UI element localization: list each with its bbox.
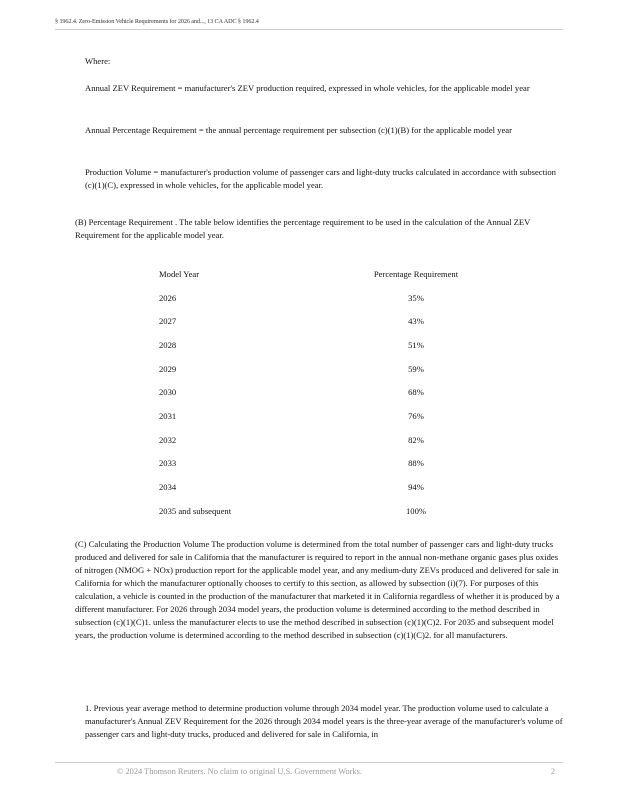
percentage-cell: 43% [408,316,424,327]
column-header-percentage: Percentage Requirement [373,268,459,279]
section-c-paragraph: (C) Calculating the Production Volume The production volume is determined from the total number of passenger cars and light-duty trucks produced and delivered for sale in California that the manufacturer is required to report in the annual non-methane organic gases plus oxides of nitrogen (NMOG + NOx) production report for the applicable model year, and any medium-duty ZEVs produced and delivered for sale in California for which the manufacturer optionally chooses to certify to this section, as allowed by subsection (i)(7). For purposes of this calculation, a vehicle is counted in the production of the manufacturer that marketed it in California regardless of whether it is produced by a different manufacturer. For 2026 through 2034 model years, the production volume is determined according to the method described in subsection (c)(1)(C)1. unless the manufacturer elects to use the method described in subsection (c)(1)(C)2. For 2035 and subsequent model years, the production volume is determined according to the method described in subsection (c)(1)(C)2. for all manufacturers. [75,539,560,640]
model-year-cell: 2027 [159,316,177,327]
percentage-cell: 59% [408,363,424,374]
table-row [155,404,515,428]
table-row [155,475,515,499]
model-year-cell: 2026 [159,292,177,303]
table-row [155,286,515,310]
table-row [155,452,515,476]
table-row [155,309,515,333]
section-b-paragraph: (B) Percentage Requirement . The table below identifies the percentage requirement to be used in the calculation of the Annual ZEV Requirement for the applicable model year. [75,217,531,240]
definition-annual-zev: Annual ZEV Requirement = manufacturer's ZEV production required, expressed in whole vehicles, for the applicable model year [85,83,530,93]
model-year-cell: 2033 [159,458,177,469]
percentage-cell: 35% [408,292,424,303]
running-header: § 1962.4. Zero-Emission Vehicle Requirements for 2026 and..., 13 CA ADC § 1962.4 [55,18,563,30]
model-year-cell: 2034 [159,482,177,493]
model-year-cell: 2029 [159,363,177,374]
model-year-cell: 2032 [159,434,177,445]
percentage-cell: 94% [408,482,424,493]
table-row [155,380,515,404]
page-number: 2 [550,767,555,776]
percentage-cell: 82% [408,434,424,445]
table-row [155,357,515,381]
table-header-row [155,262,515,286]
table-row [155,428,515,452]
copyright-notice: © 2024 Thomson Reuters. No claim to original U.S. Government Works. [117,767,362,776]
percentage-requirement-table [155,262,515,523]
model-year-cell: 2035 and subsequent [159,505,232,516]
definition-annual-percentage: Annual Percentage Requirement = the annual percentage requirement per subsection (c)(1)(B) for the applicable model year [85,125,512,135]
model-year-cell: 2031 [159,410,177,421]
percentage-cell: 68% [408,387,424,398]
column-header-model-year: Model Year [159,268,200,279]
where-label: Where: [85,56,111,66]
page-footer [55,762,563,776]
table-row [155,499,515,523]
table-row [155,333,515,357]
percentage-cell: 88% [408,458,424,469]
percentage-cell: 100% [405,505,427,516]
model-year-cell: 2030 [159,387,177,398]
item-1-paragraph: 1. Previous year average method to determine production volume through 2034 model year. The production volume used to calculate a manufacturer's Annual ZEV Requirement for the 2026 through 2034 model years is the three-year average of the manufacturer's volume of passenger cars and light-duty trucks, produced and delivered for sale in California, in [85,703,563,739]
model-year-cell: 2028 [159,339,177,350]
percentage-cell: 76% [408,410,424,421]
percentage-cell: 51% [408,339,424,350]
definition-production-volume: Production Volume = manufacturer's production volume of passenger cars and light-duty trucks calculated in accordance with subsection (c)(1)(C), expressed in whole vehicles, for the applicable model year. [85,167,556,190]
